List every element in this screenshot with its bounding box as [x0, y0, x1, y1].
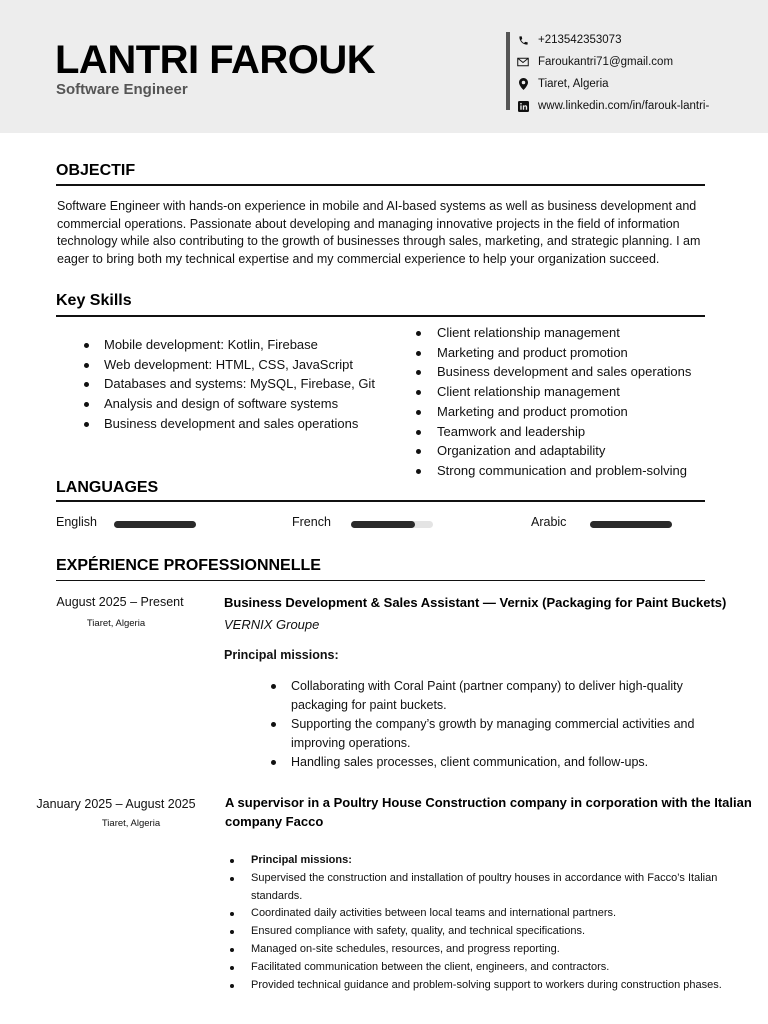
job-date: January 2025 – August 2025 [36, 797, 196, 811]
job-missions-list [291, 677, 711, 772]
contact-divider [506, 32, 510, 110]
list-item: Facilitated communication between the client, engineers, and contractors. [251, 959, 756, 977]
language-arabic-bar [590, 521, 672, 528]
contact-phone[interactable] [517, 29, 709, 51]
skills-heading: Key Skills [56, 292, 132, 309]
objective-rule [56, 184, 705, 186]
linkedin-icon [517, 100, 529, 112]
experience-heading: EXPÉRIENCE PROFESSIONNELLE [56, 557, 321, 574]
skill-item: Marketing and product promotion [437, 402, 717, 422]
skill-item: Strong communication and problem-solving [437, 461, 717, 481]
list-item: Coordinated daily activities between local teams and international partners. [251, 905, 756, 923]
contact-location-text: Tiaret, Algeria [538, 78, 609, 90]
contact-linkedin[interactable] [517, 95, 709, 117]
objective-text: Software Engineer with hands-on experience in mobile and AI-based systems as well as business development and commercial operations. Passionate about developing and managing innovative projects in the field of information technology while also contributing to the growth of businesses through sales, marketing, and strategic planning. I am eager to bring both my technical expertise and my commercial experience to help your organization succeed. [57, 199, 701, 266]
language-arabic: Arabic [531, 515, 567, 529]
contact-phone-text: +213542353073 [538, 34, 622, 46]
language-french: French [292, 515, 331, 529]
language-english-bar [114, 521, 196, 528]
skill-item: Business development and sales operations [104, 414, 379, 434]
skills-left-column [104, 335, 379, 434]
job-company: VERNIX Groupe [224, 617, 320, 632]
job-title: Business Development & Sales Assistant — Vernix (Packaging for Paint Buckets) [224, 595, 727, 610]
language-english-fill [114, 521, 196, 528]
job-title: A supervisor in a Poultry House Construction company in corporation with the Italian company Facco [225, 795, 752, 829]
contact-list [517, 29, 709, 117]
job-missions-list [251, 852, 756, 994]
language-french-bar [351, 521, 433, 528]
list-item: Managed on-site schedules, resources, and progress reporting. [251, 941, 756, 959]
skill-item: Teamwork and leadership [437, 422, 717, 442]
language-english: English [56, 515, 97, 529]
languages-heading: LANGUAGES [56, 479, 159, 496]
list-item: Handling sales processes, client communication, and follow-ups. [291, 753, 711, 772]
job-date: August 2025 – Present [56, 595, 184, 609]
resume-header [0, 0, 768, 133]
skills-rule [56, 315, 705, 317]
skill-item: Client relationship management [437, 323, 717, 343]
list-item: Ensured compliance with safety, quality, and technical specifications. [251, 923, 756, 941]
job-location: Tiaret, Algeria [101, 818, 161, 829]
skill-item: Organization and adaptability [437, 441, 717, 461]
candidate-role: Software Engineer [56, 81, 188, 98]
contact-email[interactable] [517, 51, 709, 73]
list-item: Supervised the construction and installation of poultry houses in accordance with Facco’s Italian standards. [251, 870, 756, 906]
location-pin-icon [517, 78, 529, 90]
list-item: Collaborating with Coral Paint (partner company) to deliver high-quality packaging for paint buckets. [291, 677, 711, 715]
languages-rule [56, 500, 705, 502]
contact-linkedin-text: www.linkedin.com/in/farouk-lantri- [538, 100, 710, 112]
skills-right-column [437, 323, 717, 481]
skill-item: Marketing and product promotion [437, 343, 717, 363]
skill-item: Web development: HTML, CSS, JavaScript [104, 355, 379, 375]
candidate-name: LANTRI FAROUK [55, 38, 376, 82]
list-item: Supporting the company’s growth by managing commercial activities and improving operations. [291, 715, 711, 753]
language-arabic-fill [590, 521, 672, 528]
skill-item: Business development and sales operations [437, 362, 717, 382]
mail-icon [517, 56, 529, 68]
job-location: Tiaret, Algeria [86, 618, 146, 629]
experience-rule [56, 580, 705, 581]
skill-item: Analysis and design of software systems [104, 394, 379, 414]
list-item: Provided technical guidance and problem-solving support to workers during construction phases. [251, 977, 756, 995]
objective-heading: OBJECTIF [56, 162, 136, 179]
job-missions-label: Principal missions: [224, 648, 339, 662]
skill-item: Client relationship management [437, 382, 717, 402]
phone-icon [517, 34, 529, 46]
skill-item: Mobile development: Kotlin, Firebase [104, 335, 379, 355]
contact-email-text: Faroukantri71@gmail.com [538, 56, 674, 68]
job-missions-label: Principal missions: [251, 852, 756, 870]
language-french-fill [351, 521, 415, 528]
skill-item: Databases and systems: MySQL, Firebase, Git [104, 374, 379, 394]
contact-location [517, 73, 709, 95]
